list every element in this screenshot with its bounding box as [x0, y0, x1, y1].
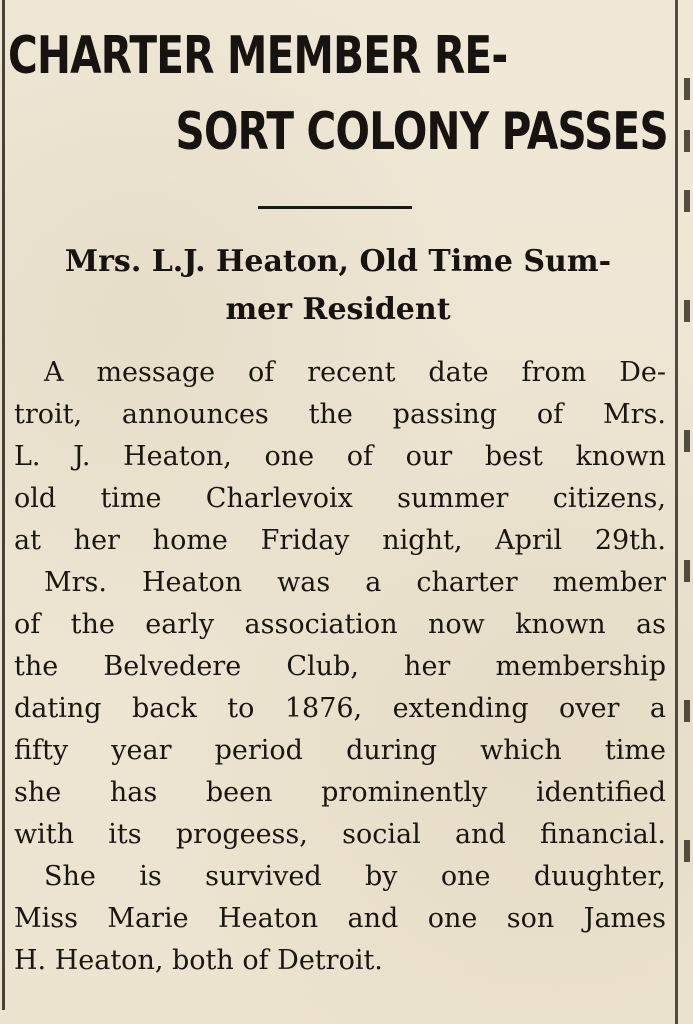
right-column-rule [675, 0, 678, 1024]
body-line: she has been prominently identified [14, 777, 666, 808]
subheadline [8, 238, 668, 334]
body-line: at her home Friday night, April 29th. [14, 525, 666, 556]
body-line: A message of recent date from De- [44, 357, 666, 388]
body-line: old time Charlevoix summer citizens, [14, 483, 666, 514]
paragraph-2 [14, 562, 666, 856]
paragraph-1 [14, 352, 666, 562]
headline [8, 18, 668, 170]
article-body [14, 352, 666, 982]
body-line: troit, announces the passing of Mrs. [14, 399, 666, 430]
subheadline-line-2: mer Resident [225, 292, 451, 327]
body-line: fifty year period during which time [14, 735, 666, 766]
body-line: Miss Marie Heaton and one son James [14, 903, 666, 934]
body-line: Mrs. Heaton was a charter member [44, 567, 666, 598]
body-line: L. J. Heaton, one of our best known [14, 441, 666, 472]
body-line: dating back to 1876, extending over a [14, 693, 666, 724]
headline-line-1: CHARTER MEMBER RE- [8, 26, 508, 86]
headline-line-2: SORT COLONY PASSES [175, 102, 668, 162]
body-line: She is survived by one duughter, [44, 861, 666, 892]
paragraph-3 [14, 856, 666, 982]
headline-divider [258, 206, 412, 209]
subheadline-line-1: Mrs. L.J. Heaton, Old Time Sum- [64, 244, 612, 279]
body-line: of the early association now known as [14, 609, 666, 640]
body-line: H. Heaton, both of Detroit. [14, 945, 383, 976]
left-column-rule [2, 0, 5, 1010]
body-line: with its progeess, social and financial. [14, 819, 666, 850]
adjacent-column-fragment [681, 0, 693, 1024]
body-line: the Belvedere Club, her membership [14, 651, 666, 682]
